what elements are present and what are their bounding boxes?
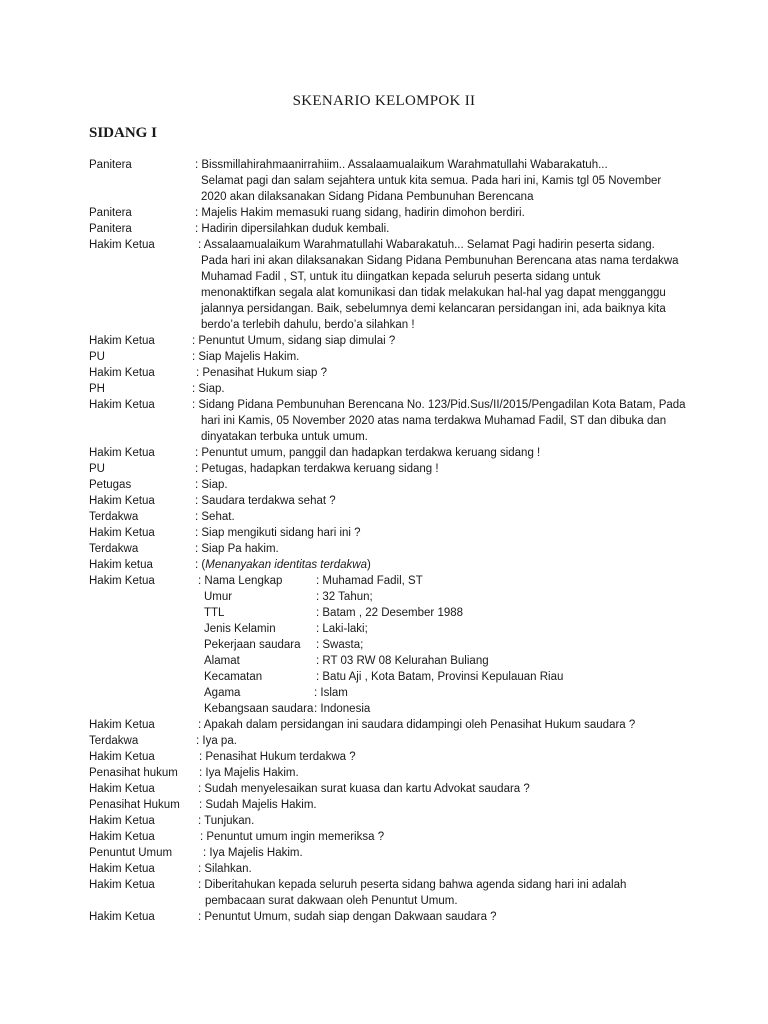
speaker-label: Hakim Ketua	[89, 719, 155, 731]
dialogue-text: 2020 akan dilaksanakan Sidang Pidana Pembunuhan Berencana	[201, 191, 534, 203]
dialogue-text: : Siap Pa hakim.	[195, 543, 279, 555]
speaker-label: Hakim Ketua	[89, 495, 155, 507]
speaker-label: Hakim Ketua	[89, 367, 155, 379]
identity-value: : Batam , 22 Desember 1988	[316, 607, 464, 619]
dialogue-text: : Petugas, hadapkan terdakwa keruang sidang !	[195, 463, 439, 475]
dialogue-text: Muhamad Fadil , ST, untuk itu diingatkan kepada seluruh peserta sidang untuk	[201, 271, 601, 283]
speaker-label: Hakim Ketua	[89, 815, 155, 827]
speaker-label: Panitera	[89, 207, 132, 219]
dialogue-text: : Saudara terdakwa sehat ?	[195, 495, 336, 507]
speaker-label: Hakim ketua	[89, 559, 153, 571]
speaker-label: Hakim Ketua	[89, 239, 155, 251]
dialogue-text: : Penuntut umum ingin memeriksa ?	[200, 831, 385, 843]
document-title: SKENARIO KELOMPOK II	[292, 93, 476, 109]
speaker-label: Hakim Ketua	[89, 575, 155, 587]
speaker-label: Penuntut Umum	[89, 847, 173, 859]
speaker-label: Hakim Ketua	[89, 527, 155, 539]
dialogue-text: jalannya persidangan. Baik, sebelumnya demi kelancaran persidangan ini, ada baiknya kita	[201, 303, 666, 315]
dialogue-text: Umur	[204, 591, 233, 603]
dialogue-text: : Sehat.	[195, 511, 235, 523]
dialogue-text: Alamat	[204, 655, 240, 667]
dialogue-text: : Nama Lengkap	[198, 575, 283, 587]
speaker-label: Penasihat Hukum	[89, 799, 180, 811]
dialogue-text: Kebangsaan saudara	[204, 703, 314, 715]
dialogue-text: : Majelis Hakim memasuki ruang sidang, hadirin dimohon berdiri.	[195, 207, 525, 219]
speaker-label: Hakim Ketua	[89, 335, 155, 347]
dialogue-text: : Diberitahukan kepada seluruh peserta sidang bahwa agenda sidang hari ini adalah	[198, 879, 627, 891]
speaker-label: Hakim Ketua	[89, 783, 155, 795]
dialogue-text: : Iya Majelis Hakim.	[203, 847, 303, 859]
dialogue-text: : Penuntut Umum, sidang siap dimulai ?	[192, 335, 396, 347]
speaker-label: Terdakwa	[89, 511, 139, 523]
dialogue-text: Selamat pagi dan salam sejahtera untuk kita semua. Pada hari ini, Kamis tgl 05 November	[201, 175, 662, 187]
dialogue-text: : Iya pa.	[196, 735, 237, 747]
identity-value: : Indonesia	[314, 703, 371, 715]
identity-value: : Islam	[314, 687, 348, 699]
dialogue-text: : Hadirin dipersilahkan duduk kembali.	[195, 223, 390, 235]
identity-value: : Laki-laki;	[316, 623, 368, 635]
identity-value: : Muhamad Fadil, ST	[316, 575, 423, 587]
dialogue-text: : Silahkan.	[198, 863, 252, 875]
dialogue-text: Pekerjaan saudara	[204, 639, 301, 651]
speaker-label: PH	[89, 383, 105, 395]
speaker-label: Panitera	[89, 159, 132, 171]
dialogue-text: Kecamatan	[204, 671, 263, 683]
speaker-label: Hakim Ketua	[89, 831, 155, 843]
dialogue-text: menonaktifkan segala alat komunikasi dan tidak melakukan hal-hal yag dapat mengganggu	[201, 287, 666, 299]
speaker-label: Hakim Ketua	[89, 863, 155, 875]
dialogue-text: dinyatakan terbuka untuk umum.	[201, 431, 368, 443]
dialogue-text: : Apakah dalam persidangan ini saudara didampingi oleh Penasihat Hukum saudara ?	[198, 719, 636, 731]
dialogue-text: : Penuntut umum, panggil dan hadapkan terdakwa keruang sidang !	[195, 447, 541, 459]
dialogue-text: : Sidang Pidana Pembunuhan Berencana No. 123/Pid.Sus/II/2015/Pengadilan Kota Batam, Pada	[192, 399, 686, 411]
italic-note: Menanyakan identitas terdakwa	[205, 559, 367, 571]
speaker-label: Penasihat hukum	[89, 767, 178, 779]
identity-value: : 32 Tahun;	[316, 591, 373, 603]
dialogue-text: : Penuntut Umum, sudah siap dengan Dakwaan saudara ?	[198, 911, 497, 923]
speaker-label: Hakim Ketua	[89, 447, 155, 459]
speaker-label: Hakim Ketua	[89, 751, 155, 763]
speaker-label: Terdakwa	[89, 735, 139, 747]
dialogue-text: Agama	[204, 687, 241, 699]
speaker-label: Hakim Ketua	[89, 879, 155, 891]
dialogue-text: Pada hari ini akan dilaksanakan Sidang Pidana Pembunuhan Berencana atas nama terdakwa	[201, 255, 679, 267]
dialogue-text: : Iya Majelis Hakim.	[199, 767, 299, 779]
speaker-label: Hakim Ketua	[89, 911, 155, 923]
speaker-label: PU	[89, 351, 105, 363]
dialogue-text: : Siap.	[195, 479, 228, 491]
dialogue-text: hari ini Kamis, 05 November 2020 atas nama terdakwa Muhamad Fadil, ST dan dibuka dan	[201, 415, 667, 427]
dialogue-text: : Siap mengikuti sidang hari ini ?	[195, 527, 361, 539]
dialogue-text: berdo’a terlebih dahulu, berdo’a silahkan !	[201, 319, 415, 331]
dialogue-text: : Siap Majelis Hakim.	[192, 351, 300, 363]
dialogue-text: : Sudah menyelesaikan surat kuasa dan kartu Advokat saudara ?	[198, 783, 530, 795]
speaker-label: Hakim Ketua	[89, 399, 155, 411]
dialogue-text: : Sudah Majelis Hakim.	[199, 799, 317, 811]
identity-value: : Swasta;	[316, 639, 364, 651]
speaker-label: Panitera	[89, 223, 132, 235]
dialogue-text: : Siap.	[192, 383, 225, 395]
speaker-label: PU	[89, 463, 105, 475]
dialogue-text: : Assalaamualaikum Warahmatullahi Wabarakatuh... Selamat Pagi hadirin peserta sidang.	[198, 239, 655, 251]
identity-value: : RT 03 RW 08 Kelurahan Buliang	[316, 655, 489, 667]
dialogue-text: : (Menanyakan identitas terdakwa)	[195, 559, 371, 571]
section-heading: SIDANG I	[89, 125, 157, 141]
dialogue-text: Jenis Kelamin	[204, 623, 276, 635]
speaker-label: Petugas	[89, 479, 132, 491]
identity-value: : Batu Aji , Kota Batam, Provinsi Kepulauan Riau	[316, 671, 564, 683]
dialogue-text: : Bissmillahirahmaanirrahiim.. Assalaamualaikum Warahmatullahi Wabarakatuh...	[195, 159, 608, 171]
dialogue-text: : Penasihat Hukum siap ?	[196, 367, 328, 379]
dialogue-text: TTL	[204, 607, 225, 619]
speaker-label: Terdakwa	[89, 543, 139, 555]
dialogue-text: : Tunjukan.	[198, 815, 255, 827]
dialogue-text: pembacaan surat dakwaan oleh Penuntut Umum.	[205, 895, 458, 907]
dialogue-text: : Penasihat Hukum terdakwa ?	[199, 751, 356, 763]
